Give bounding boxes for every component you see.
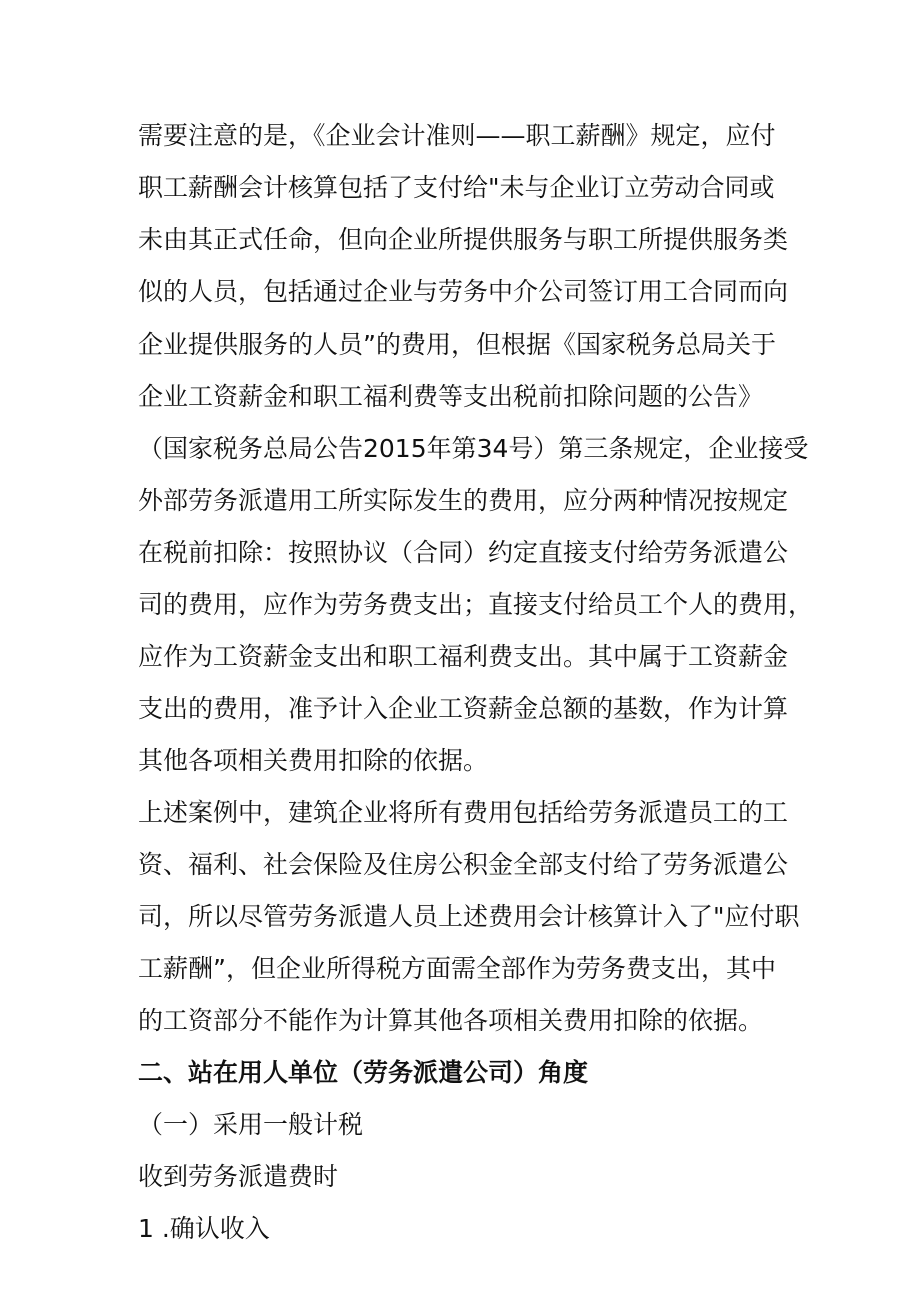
sub-item-label: 收到劳务派遣费时 [138,1162,339,1191]
paragraph-line: 资、福利、社会保险及住房公积金全部支付给了劳务派遣公 [138,850,789,879]
paragraph-line: 上述案例中，建筑企业将所有费用包括给劳务派遣员工的工 [138,798,789,827]
paragraph-line: 司，所以尽管劳务派遣人员上述费用会计核算计入了"应付职 [138,902,800,931]
paragraph-line: 应作为工资薪金支出和职工福利费支出。其中属于工资薪金 [138,642,789,671]
paragraph-line: 司的费用，应作为劳务费支出；直接支付给员工个人的费用， [138,590,814,619]
numbered-item: 1 .确认收入 [138,1214,270,1243]
paragraph-line: 企业提供服务的人员”的费用，但根据《国家税务总局关于 [138,330,776,359]
paragraph-line: 其他各项相关费用扣除的依据。 [138,746,489,775]
paragraph-line: 的工资部分不能作为计算其他各项相关费用扣除的依据。 [138,1006,764,1035]
paragraph-line: 职工薪酬会计核算包括了支付给"未与企业订立劳动合同或 [138,173,775,202]
subsection-heading: （一）采用一般计税 [138,1110,364,1139]
paragraph-line: 企业工资薪金和职工福利费等支出税前扣除问题的公告》 [138,382,764,411]
paragraph-line: 需要注意的是，《企业会计准则——职工薪酬》规定，应付 [138,121,776,150]
paragraph-line: 似的人员，包括通过企业与劳务中介公司签订用工合同而向 [138,277,789,306]
paragraph-line: 在税前扣除：按照协议（合同）约定直接支付给劳务派遣公 [138,538,789,567]
paragraph-line: 外部劳务派遣用工所实际发生的费用，应分两种情况按规定 [138,486,789,515]
paragraph-line: 支出的费用，准予计入企业工资薪金总额的基数，作为计算 [138,694,789,723]
paragraph-line: （国家税务总局公告2015年第34号）第三条规定，企业接受 [138,434,809,463]
paragraph-line: 未由其正式任命，但向企业所提供服务与职工所提供服务类 [138,225,789,254]
section-heading: 二、站在用人单位（劳务派遣公司）角度 [138,1058,589,1087]
paragraph-line: 工薪酬”，但企业所得税方面需全部作为劳务费支出，其中 [138,954,776,983]
